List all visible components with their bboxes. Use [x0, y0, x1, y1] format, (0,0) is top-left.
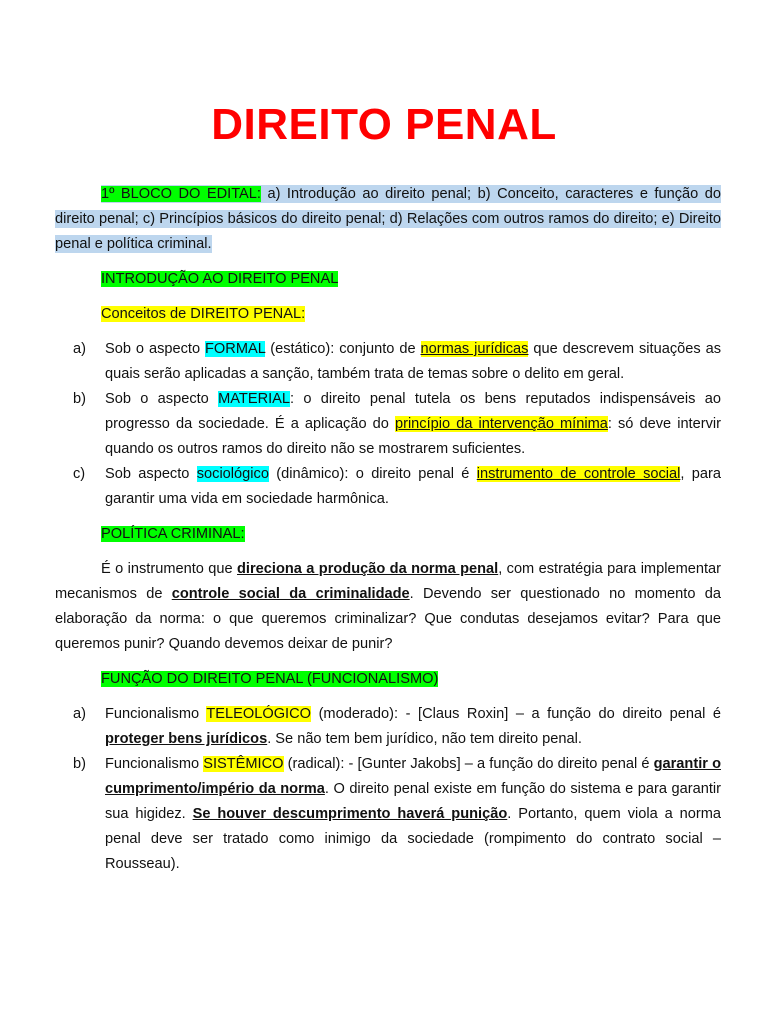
bloco-edital-paragraph — [55, 182, 721, 257]
list-item — [55, 462, 721, 512]
bloco-edital-text: a) Introdução ao direito penal; b) Conceito, caracteres e função do direito penal; c) Princípios básicos do direito penal; d) Relações com outros ramos do direito; e) Direito penal e política criminal. — [55, 186, 721, 252]
bold-direciona: direciona a produção da norma penal — [237, 561, 499, 577]
list-item-text: Sob o aspecto FORMAL (estático): conjunto de normas jurídicas que descrevem situações as quais serão aplicadas a sanção, também trata de temas sobre o delito em geral. — [105, 341, 721, 382]
conceitos-heading: Conceitos de DIREITO PENAL: — [101, 306, 306, 322]
list-item — [55, 702, 721, 752]
highlight-formal: FORMAL — [205, 341, 266, 357]
intro-heading: INTRODUÇÃO AO DIREITO PENAL — [101, 271, 339, 287]
list-marker: b) — [73, 756, 86, 772]
list-marker: b) — [73, 391, 86, 407]
highlight-intervencao-minima: princípio da intervenção mínima — [394, 416, 608, 432]
highlight-sociologico: sociológico — [196, 466, 269, 482]
bold-controle-social: controle social da criminalidade — [171, 586, 410, 602]
bold-proteger-bens: proteger bens jurídicos — [105, 731, 268, 747]
list-item-text: Funcionalismo TELEOLÓGICO (moderado): - [Claus Roxin] – a função do direito penal é proteger bens jurídicos. Se não tem bem jurídico, não tem direito penal. — [105, 706, 721, 747]
funcao-list — [55, 702, 721, 877]
politica-paragraph: É o instrumento que direciona a produção da norma penal, com estratégia para implementar mecanismos de controle social da criminalidade. Devendo ser questionado no momento da elaboração da norma: o que queremos criminalizar? Que condutas desejamos evitar? Para que queremos punir? Quando devemos deixar de punir? — [55, 561, 721, 652]
highlight-teleologico: TELEOLÓGICO — [206, 706, 312, 722]
list-item-text: Sob aspecto sociológico (dinâmico): o direito penal é instrumento de controle social, para garantir uma vida em sociedade harmônica. — [105, 466, 721, 507]
document-body — [55, 182, 721, 887]
politica-heading: POLÍTICA CRIMINAL: — [101, 526, 245, 542]
highlight-material: MATERIAL — [218, 391, 291, 407]
bold-garantir-cumprimento: garantir o cumprimento/império da norma — [105, 756, 721, 797]
highlight-controle-social: instrumento de controle social — [476, 466, 681, 482]
list-item-text: Sob o aspecto MATERIAL: o direito penal tutela os bens reputados indispensáveis ao progresso da sociedade. É a aplicação do princípio da intervenção mínima: só deve intervir quando os outros ramos do direito não se mostrarem suficientes. — [105, 391, 721, 457]
page-title: DIREITO PENAL — [211, 100, 557, 149]
highlight-sistemico: SISTÊMICO — [203, 756, 284, 772]
funcao-heading: FUNÇÃO DO DIREITO PENAL (FUNCIONALISMO) — [101, 671, 439, 687]
list-marker: c) — [73, 466, 86, 482]
list-item — [55, 387, 721, 462]
highlight-normas-juridicas: normas jurídicas — [420, 341, 529, 357]
bloco-edital-label: 1º BLOCO DO EDITAL: — [101, 186, 261, 202]
list-marker: a) — [73, 341, 86, 357]
list-marker: a) — [73, 706, 86, 722]
list-item — [55, 337, 721, 387]
conceitos-list — [55, 337, 721, 512]
bold-descumprimento: Se houver descumprimento haverá punição — [192, 806, 508, 822]
list-item-text: Funcionalismo SISTÊMICO (radical): - [Gunter Jakobs] – a função do direito penal é garantir o cumprimento/império da norma. O direito penal existe em função do sistema e para garantir sua higidez. Se houver descumprimento haverá punição. Portanto, quem viola a norma penal deve ser tratado como inimigo da sociedade (rompimento do contrato social – Rousseau). — [105, 756, 721, 872]
list-item — [55, 752, 721, 877]
